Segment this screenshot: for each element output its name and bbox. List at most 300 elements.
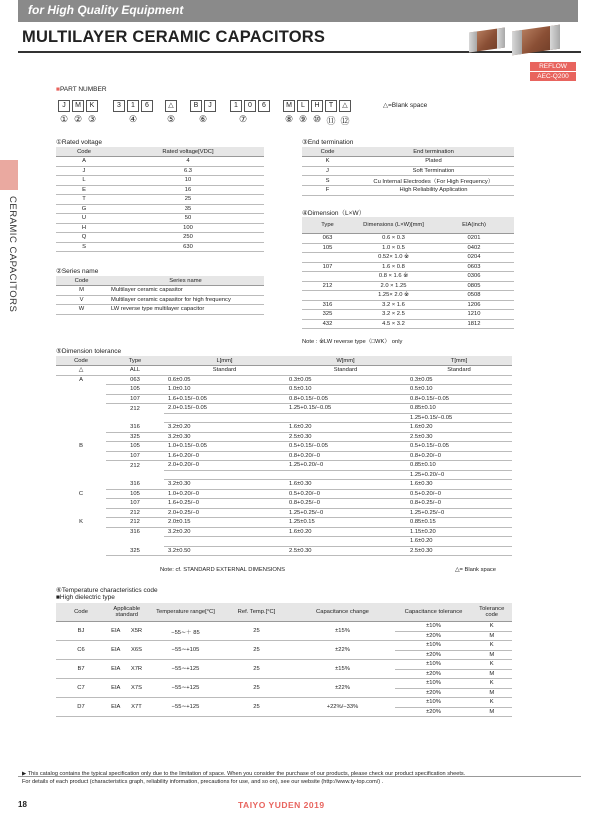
- table-cell: 325: [302, 310, 353, 320]
- part-number-marker: ①: [59, 114, 69, 124]
- table-cell: 0.5+0.15/−0.05: [406, 442, 512, 452]
- table-cell: A: [79, 377, 83, 383]
- table-row: [56, 470, 512, 480]
- table-cell: 0.8+0.20/−0: [406, 451, 512, 461]
- table-row: [56, 286, 264, 296]
- table-cell: V: [56, 295, 107, 305]
- table-cell: 107: [106, 499, 164, 509]
- table-cell: X5R: [126, 622, 148, 641]
- table-cell: [56, 537, 106, 547]
- table-cell: ±15%: [289, 622, 395, 641]
- table-cell: [56, 432, 106, 442]
- table-cell: ±20%: [395, 650, 471, 660]
- table-cell: +22%/−33%: [289, 698, 395, 717]
- table-cell: T: [56, 195, 112, 205]
- table-cell: X7R: [126, 660, 148, 679]
- table-row: [56, 195, 264, 205]
- table-cell: Standard: [164, 366, 285, 376]
- temperature-col: Temperature range[°C]: [147, 603, 223, 622]
- table-row: [56, 518, 512, 528]
- table-row: [56, 305, 264, 315]
- table-cell: [56, 527, 106, 537]
- table-cell: K: [471, 698, 512, 708]
- table-cell: ±10%: [395, 641, 471, 651]
- table-cell: 105: [106, 442, 164, 452]
- table-cell: 2.0±0.15: [164, 518, 285, 528]
- blank-note: △=Blank space: [383, 102, 428, 109]
- table-cell: 212: [106, 508, 164, 518]
- col-series: Series name: [107, 276, 264, 286]
- table-cell: K: [79, 519, 83, 526]
- table-cell: 3.2±0.20: [164, 423, 285, 433]
- col-code: Code: [56, 276, 107, 286]
- table-cell: 0.5±0.10: [285, 385, 406, 395]
- table-cell: L: [56, 176, 112, 186]
- table-cell: [56, 423, 106, 433]
- table-cell: 212: [130, 462, 140, 469]
- table-row: [56, 527, 512, 537]
- table-cell: 1.6±0.30: [285, 480, 406, 490]
- temperature-col: Capacitance change: [289, 603, 395, 622]
- table-row: [302, 157, 514, 167]
- table-cell: [56, 404, 106, 414]
- table-cell: [56, 413, 106, 423]
- table-cell: 105: [106, 385, 164, 395]
- table-cell: 432: [302, 319, 353, 329]
- table-row: [302, 262, 514, 272]
- table-cell: [164, 470, 285, 480]
- table-cell: 316: [106, 423, 164, 433]
- table-cell: 0.5+0.15/−0.05: [285, 442, 406, 452]
- temperature-subheading: ■High dielectric type: [56, 594, 115, 601]
- table-cell: 630: [112, 242, 264, 252]
- part-number-box: 6: [141, 100, 153, 112]
- part-number-marker: ⑩: [312, 114, 322, 124]
- part-number-box: M: [72, 100, 84, 112]
- aec-badge: AEC-Q200: [530, 72, 576, 81]
- table-row: [56, 508, 512, 518]
- table-cell: Plated: [353, 157, 514, 167]
- header-banner: [18, 0, 578, 22]
- table-cell: 107: [106, 451, 164, 461]
- rated-voltage-heading: ①Rated voltage: [56, 139, 102, 146]
- table-cell: [164, 413, 285, 423]
- disclaimer-line-2: For details of each product (characteristics graph, reliability information, precautions for use, and so on), see our website (http://www.ty-top.com/) .: [22, 779, 384, 785]
- table-cell: ±20%: [395, 707, 471, 717]
- table-cell: 1.6±0.20: [406, 423, 512, 433]
- disclaimer-line-1: ▶ This catalog contains the typical specification only due to the limitation of space. When you consider the purchase of our products, please check our product specification sheets.: [22, 771, 466, 777]
- table-cell: [285, 413, 406, 423]
- table-cell: 1.6±0.20: [285, 527, 406, 537]
- table-cell: EIA: [106, 698, 126, 717]
- page-title: MULTILAYER CERAMIC CAPACITORS: [22, 28, 326, 46]
- tolerance-heading: ⑤Dimension tolerance: [56, 348, 122, 355]
- table-cell: ±22%: [289, 679, 395, 698]
- table-cell: 2.5±0.30: [406, 546, 512, 556]
- table-cell: S: [302, 176, 353, 186]
- table-cell: 35: [112, 204, 264, 214]
- col-code: Code: [302, 147, 353, 157]
- table-row: [302, 300, 514, 310]
- part-number-marker: ⑪: [326, 116, 336, 126]
- table-row: [302, 310, 514, 320]
- table-row: [56, 404, 512, 414]
- table-row: [56, 461, 512, 471]
- table-cell: ±20%: [395, 688, 471, 698]
- table-cell: 1.15±0.20: [406, 527, 512, 537]
- table-row: [56, 242, 264, 252]
- table-cell: C6: [56, 641, 106, 660]
- table-cell: 0.6 × 0.3: [353, 234, 434, 244]
- temperature-col: Capacitance tolerance: [395, 603, 471, 622]
- part-number-label: ■PART NUMBER: [56, 86, 107, 93]
- table-cell: [56, 470, 106, 480]
- tolerance-note: Note: cf. STANDARD EXTERNAL DIMENSIONS: [160, 567, 285, 573]
- col-termination: End termination: [353, 147, 514, 157]
- col-w: W[mm]: [285, 356, 406, 366]
- table-cell: 0204: [434, 253, 514, 263]
- table-cell: Cu Internal Electrodes（For High Frequency）: [353, 176, 514, 186]
- col-code: Code: [56, 147, 112, 157]
- table-cell: [56, 546, 106, 556]
- table-cell: [106, 413, 164, 423]
- table-cell: S: [56, 242, 112, 252]
- table-cell: 107: [106, 394, 164, 404]
- table-row: [302, 243, 514, 253]
- col-voltage: Rated voltage[VDC]: [112, 147, 264, 157]
- part-number-box: M: [283, 100, 295, 112]
- table-cell: ±10%: [395, 660, 471, 670]
- disclaimer-text-1: This catalog contains the typical specification only due to the limitation of space. When you consider the purchase of our products, please check our product specification sheets.: [27, 771, 466, 777]
- table-cell: Standard: [285, 366, 406, 376]
- table-cell: BJ: [56, 622, 106, 641]
- table-cell: 1.6±0.20: [285, 423, 406, 433]
- table-cell: 325: [106, 546, 164, 556]
- table-cell: [56, 480, 106, 490]
- table-row: [302, 291, 514, 301]
- table-row: [56, 366, 512, 376]
- table-cell: 1.6+0.20/−0: [164, 451, 285, 461]
- table-cell: 0.3±0.05: [406, 375, 512, 385]
- table-row: [56, 223, 264, 233]
- table-cell: High Reliability Application: [353, 186, 514, 196]
- table-cell: 1.6+0.15/−0.05: [164, 394, 285, 404]
- table-cell: Soft Termination: [353, 166, 514, 176]
- table-cell: Q: [56, 233, 112, 243]
- table-cell: 50: [112, 214, 264, 224]
- table-cell: 2.5±0.30: [406, 432, 512, 442]
- table-cell: 0805: [434, 281, 514, 291]
- table-cell: 1.25+0.25/−0: [406, 508, 512, 518]
- table-row: [56, 480, 512, 490]
- table-cell: U: [56, 214, 112, 224]
- table-cell: 107: [302, 262, 353, 272]
- table-cell: EIA: [106, 622, 126, 641]
- temperature-col: Applicable standard: [106, 603, 147, 622]
- table-row: [302, 272, 514, 282]
- table-cell: [302, 253, 353, 263]
- part-number-marker: ⑤: [166, 114, 176, 124]
- banner-text: for High Quality Equipment: [28, 3, 184, 17]
- table-cell: 0.8+0.25/−0: [285, 499, 406, 509]
- table-cell: K: [471, 660, 512, 670]
- table-cell: 1.0+0.15/−0.05: [164, 442, 285, 452]
- table-cell: M: [471, 650, 512, 660]
- table-cell: A: [56, 157, 112, 167]
- part-number-box: 1: [127, 100, 139, 112]
- table-cell: 0402: [434, 243, 514, 253]
- table-cell: C: [78, 490, 84, 497]
- temperature-heading: ⑥Temperature characteristics code: [56, 587, 158, 594]
- table-cell: M: [471, 688, 512, 698]
- part-number-marker: ⑦: [238, 114, 248, 124]
- col-t: T[mm]: [406, 356, 512, 366]
- table-cell: [285, 537, 406, 547]
- table-cell: ±20%: [395, 631, 471, 641]
- table-cell: 1812: [434, 319, 514, 329]
- table-cell: 25: [223, 679, 289, 698]
- part-number-box: B: [190, 100, 202, 112]
- table-cell: 1206: [434, 300, 514, 310]
- temperature-table: [56, 603, 512, 717]
- table-cell: W: [56, 305, 107, 315]
- table-cell: J: [56, 166, 112, 176]
- temperature-col: Code: [56, 603, 106, 622]
- tolerance-blank-note: △= Blank space: [455, 567, 497, 573]
- table-cell: 25: [112, 195, 264, 205]
- table-cell: [56, 499, 106, 509]
- table-cell: ±10%: [395, 679, 471, 689]
- table-cell: −55∼＋ 85: [147, 622, 223, 641]
- col-type: Type: [106, 356, 164, 366]
- table-cell: 1.25+0.20/−0: [406, 470, 512, 480]
- rated-voltage-table: [56, 147, 264, 252]
- table-row: [56, 204, 264, 214]
- reflow-badge: REFLOW: [530, 62, 576, 71]
- table-cell: 105: [106, 489, 164, 499]
- part-number-marker: ⑫: [340, 116, 350, 126]
- part-number-box: △: [339, 100, 351, 112]
- table-cell: 0.8+0.20/−0: [285, 451, 406, 461]
- table-cell: 1.0 × 0.5: [353, 243, 434, 253]
- part-number-marker: ⑧: [284, 114, 294, 124]
- table-cell: 1.6 × 0.8: [353, 262, 434, 272]
- table-cell: 2.5±0.30: [285, 432, 406, 442]
- table-cell: 0.8 × 1.6 ※: [353, 272, 434, 282]
- table-cell: 10: [112, 176, 264, 186]
- brand-footer: TAIYO YUDEN 2019: [238, 800, 325, 810]
- part-number-box: 3: [113, 100, 125, 112]
- table-cell: Standard: [406, 366, 512, 376]
- table-cell: B: [79, 443, 83, 450]
- table-cell: 316: [130, 529, 140, 535]
- table-cell: 0.52× 1.0 ※: [353, 253, 434, 263]
- table-cell: 0.85±0.10: [406, 461, 512, 471]
- col-l: L[mm]: [164, 356, 285, 366]
- table-cell: 0.5+0.20/−0: [285, 489, 406, 499]
- table-cell: 6.3: [112, 166, 264, 176]
- table-cell: 1.6±0.30: [406, 480, 512, 490]
- table-row: [56, 375, 512, 385]
- table-row: [56, 660, 512, 670]
- dimension-note: Note : ※LW reverse type（□WK） only: [302, 339, 403, 345]
- table-row: [302, 186, 514, 196]
- table-cell: M: [471, 669, 512, 679]
- table-cell: EIA: [106, 660, 126, 679]
- tolerance-table: [56, 356, 512, 556]
- table-cell: [56, 394, 106, 404]
- table-cell: ±22%: [289, 641, 395, 660]
- table-cell: [56, 451, 106, 461]
- table-cell: 1.25+0.15/−0.05: [406, 413, 512, 423]
- table-cell: [302, 291, 353, 301]
- table-cell: [56, 385, 106, 395]
- table-row: [302, 166, 514, 176]
- part-number-box: △: [165, 100, 177, 112]
- table-cell: 0.85±0.10: [406, 404, 512, 414]
- table-cell: C7: [56, 679, 106, 698]
- termination-table: [302, 147, 514, 196]
- table-row: [56, 451, 512, 461]
- table-cell: 25: [223, 622, 289, 641]
- temperature-col: Tolerance code: [471, 603, 512, 622]
- table-row: [56, 233, 264, 243]
- table-cell: 100: [112, 223, 264, 233]
- table-cell: 212: [106, 518, 164, 528]
- table-cell: 250: [112, 233, 264, 243]
- table-cell: −55∼+105: [147, 641, 223, 660]
- table-row: [56, 166, 264, 176]
- table-cell: [56, 461, 106, 471]
- table-cell: Multilayer ceramic capasitor for high frequency: [107, 295, 264, 305]
- table-row: [56, 489, 512, 499]
- table-cell: 3.2±0.20: [164, 527, 285, 537]
- dimension-heading: ④Dimension（L×W）: [302, 210, 366, 217]
- table-row: [56, 698, 512, 708]
- col-code: Code: [56, 356, 106, 366]
- table-cell: 212: [302, 281, 353, 291]
- table-cell: F: [302, 186, 353, 196]
- table-cell: 25: [223, 660, 289, 679]
- table-cell: 0201: [434, 234, 514, 244]
- table-cell: H: [56, 223, 112, 233]
- table-cell: 0.3±0.05: [285, 375, 406, 385]
- part-number-marker: ④: [128, 114, 138, 124]
- table-cell: 1.0±0.10: [164, 385, 285, 395]
- table-row: [302, 176, 514, 186]
- table-cell: [302, 272, 353, 282]
- part-number-box: L: [297, 100, 309, 112]
- part-number-marker: ③: [87, 114, 97, 124]
- table-row: [302, 253, 514, 263]
- table-cell: X7T: [126, 698, 148, 717]
- table-cell: 0.5+0.20/−0: [406, 489, 512, 499]
- table-cell: 2.0+0.15/−0.05: [164, 404, 285, 414]
- side-tab: [0, 160, 18, 190]
- table-cell: 2.0+0.20/−0: [164, 461, 285, 471]
- table-row: [56, 176, 264, 186]
- table-cell: 2.0+0.25/−0: [164, 508, 285, 518]
- table-cell: 3.2 × 2.5: [353, 310, 434, 320]
- table-cell: 0.6±0.05: [164, 375, 285, 385]
- table-cell: Multilayer ceramic capasitor: [107, 286, 264, 296]
- part-number-marker: ⑨: [298, 114, 308, 124]
- col-dimensions: Dimensions (L×W)[mm]: [353, 217, 434, 234]
- table-cell: 212: [130, 405, 140, 412]
- table-cell: 1.6±0.20: [406, 537, 512, 547]
- table-cell: 25: [223, 641, 289, 660]
- part-number-box: 1: [230, 100, 242, 112]
- col-type: Type: [302, 217, 353, 234]
- table-cell: 1.6+0.25/−0: [164, 499, 285, 509]
- series-table: [56, 276, 264, 315]
- table-cell: 3.2±0.30: [164, 480, 285, 490]
- table-row: [56, 679, 512, 689]
- table-cell: [285, 470, 406, 480]
- table-row: [56, 641, 512, 651]
- table-row: [56, 185, 264, 195]
- table-cell: 1.25+0.20/−0: [285, 461, 406, 471]
- table-row: [56, 622, 512, 632]
- table-row: [302, 234, 514, 244]
- page-number: 18: [18, 800, 27, 809]
- table-cell: 25: [223, 698, 289, 717]
- table-cell: 063: [106, 375, 164, 385]
- table-row: [56, 295, 264, 305]
- table-cell: 1.25× 2.0 ※: [353, 291, 434, 301]
- dimension-table: [302, 217, 514, 329]
- table-row: [302, 319, 514, 329]
- table-row: [56, 442, 512, 452]
- table-cell: 1210: [434, 310, 514, 320]
- table-cell: 0508: [434, 291, 514, 301]
- table-cell: 3.2±0.30: [164, 432, 285, 442]
- table-cell: ±20%: [395, 669, 471, 679]
- table-cell: 1.25+0.25/−0: [285, 508, 406, 518]
- table-cell: G: [56, 204, 112, 214]
- table-cell: M: [56, 286, 107, 296]
- table-row: [56, 157, 264, 167]
- footer-disclaimer: [22, 770, 582, 786]
- part-number-box: H: [311, 100, 323, 112]
- table-cell: M: [471, 707, 512, 717]
- table-cell: B7: [56, 660, 106, 679]
- table-row: [56, 214, 264, 224]
- part-number-marker: ⑥: [198, 114, 208, 124]
- table-cell: 325: [106, 432, 164, 442]
- table-row: [56, 413, 512, 423]
- table-cell: 2.5±0.30: [285, 546, 406, 556]
- table-cell: 1.25+0.15/−0.05: [285, 404, 406, 414]
- table-cell: EIA: [106, 679, 126, 698]
- table-cell: M: [471, 631, 512, 641]
- table-cell: 0603: [434, 262, 514, 272]
- table-cell: 3.2±0.50: [164, 546, 285, 556]
- table-cell: △: [56, 366, 106, 376]
- table-row: [56, 537, 512, 547]
- table-cell: ±10%: [395, 622, 471, 632]
- col-eia: EIA(inch): [434, 217, 514, 234]
- table-cell: EIA: [106, 641, 126, 660]
- table-cell: X6S: [126, 641, 148, 660]
- table-cell: 1.25±0.15: [285, 518, 406, 528]
- table-row: [56, 499, 512, 509]
- table-row: [56, 546, 512, 556]
- table-cell: 1.0+0.20/−0: [164, 489, 285, 499]
- part-number-box: J: [204, 100, 216, 112]
- table-cell: K: [302, 157, 353, 167]
- table-cell: [106, 537, 164, 547]
